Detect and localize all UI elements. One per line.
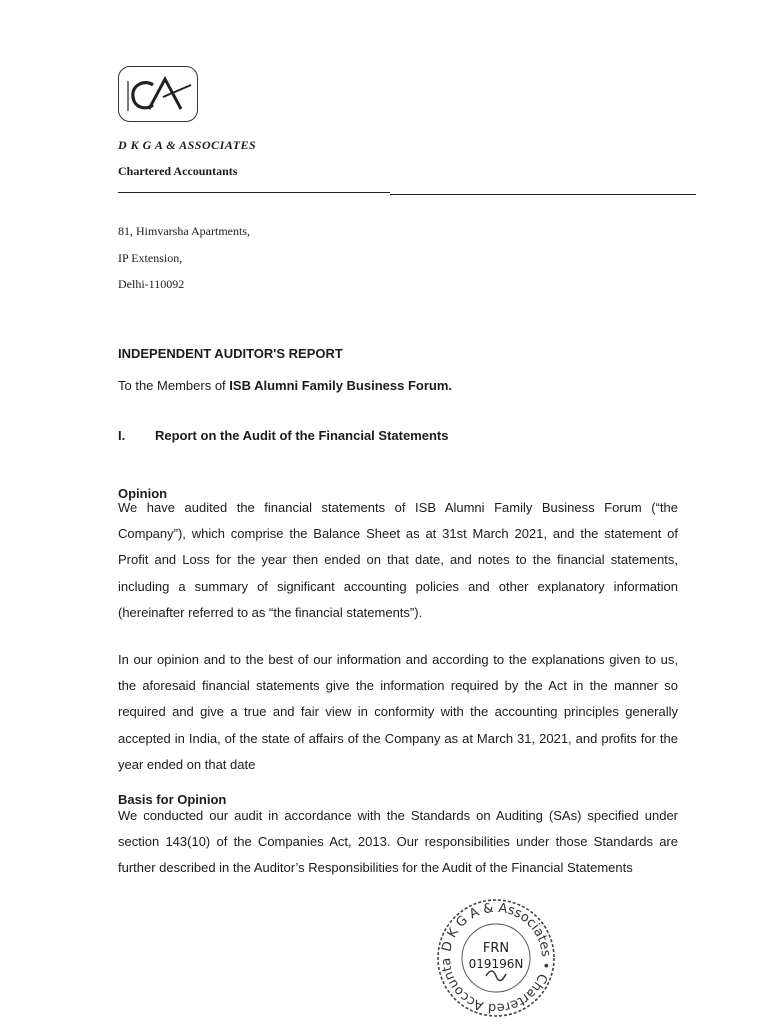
opinion-paragraph-2: In our opinion and to the best of our information and according to the explanations given to us, the aforesaid financial statements give the information required by the Act in the manner so required and give a true and fair view in conformity with the accounting principles generally accepted in India, of the state of affairs of the Company as at March 31, 2021, and profits for the year ended on that date xyxy=(118,652,678,772)
opinion-paragraph-1: We have audited the financial statements of ISB Alumni Family Business Forum (“the Company”), which comprise the Balance Sheet as at 31st March 2021, and the statement of Profit and Loss for the year then ended on that date, and notes to the financial statements, including a summary of significant accounting policies and other explanatory information (hereinafter referred to as “the financial statements”). xyxy=(118,500,678,620)
address-line-2: IP Extension, xyxy=(118,251,183,265)
addressee-prefix: To the Members of xyxy=(118,378,230,393)
address-line-3: Delhi-110092 xyxy=(118,277,185,291)
firm-stamp xyxy=(434,896,558,1025)
address-line-1: 81, Himvarsha Apartments, xyxy=(118,224,250,238)
stamp-frn-label: FRN xyxy=(482,941,510,956)
logo-text: CA xyxy=(119,67,121,68)
firm-subtitle: Chartered Accountants xyxy=(118,164,238,178)
firm-name: D K G A & ASSOCIATES xyxy=(118,138,257,152)
ca-logo-icon xyxy=(119,67,199,123)
stamp-frn-number: 019196N xyxy=(468,957,524,971)
addressee-line xyxy=(118,378,452,393)
section-number: I. xyxy=(118,428,126,443)
stamp-ring-text: D K G A & Associates • Chartered Accounta xyxy=(438,900,554,1016)
firm-logo xyxy=(118,66,198,122)
report-title: INDEPENDENT AUDITOR'S REPORT xyxy=(118,346,343,361)
basis-paragraph: We conducted our audit in accordance with the Standards on Auditing (SAs) specified under section 143(10) of the Companies Act, 2013. Our responsibilities under those Standards are further described in the Auditor’s Responsibilities for the Audit of the Financial Statements xyxy=(118,808,678,876)
signature-icon xyxy=(486,971,506,981)
header-divider xyxy=(390,194,696,195)
opinion-heading: Opinion xyxy=(118,486,168,501)
basis-heading: Basis for Opinion xyxy=(118,792,227,807)
addressee-entity: ISB Alumni Family Business Forum. xyxy=(229,378,453,393)
header-divider xyxy=(118,192,390,193)
section-title: Report on the Audit of the Financial Statements xyxy=(155,428,449,443)
